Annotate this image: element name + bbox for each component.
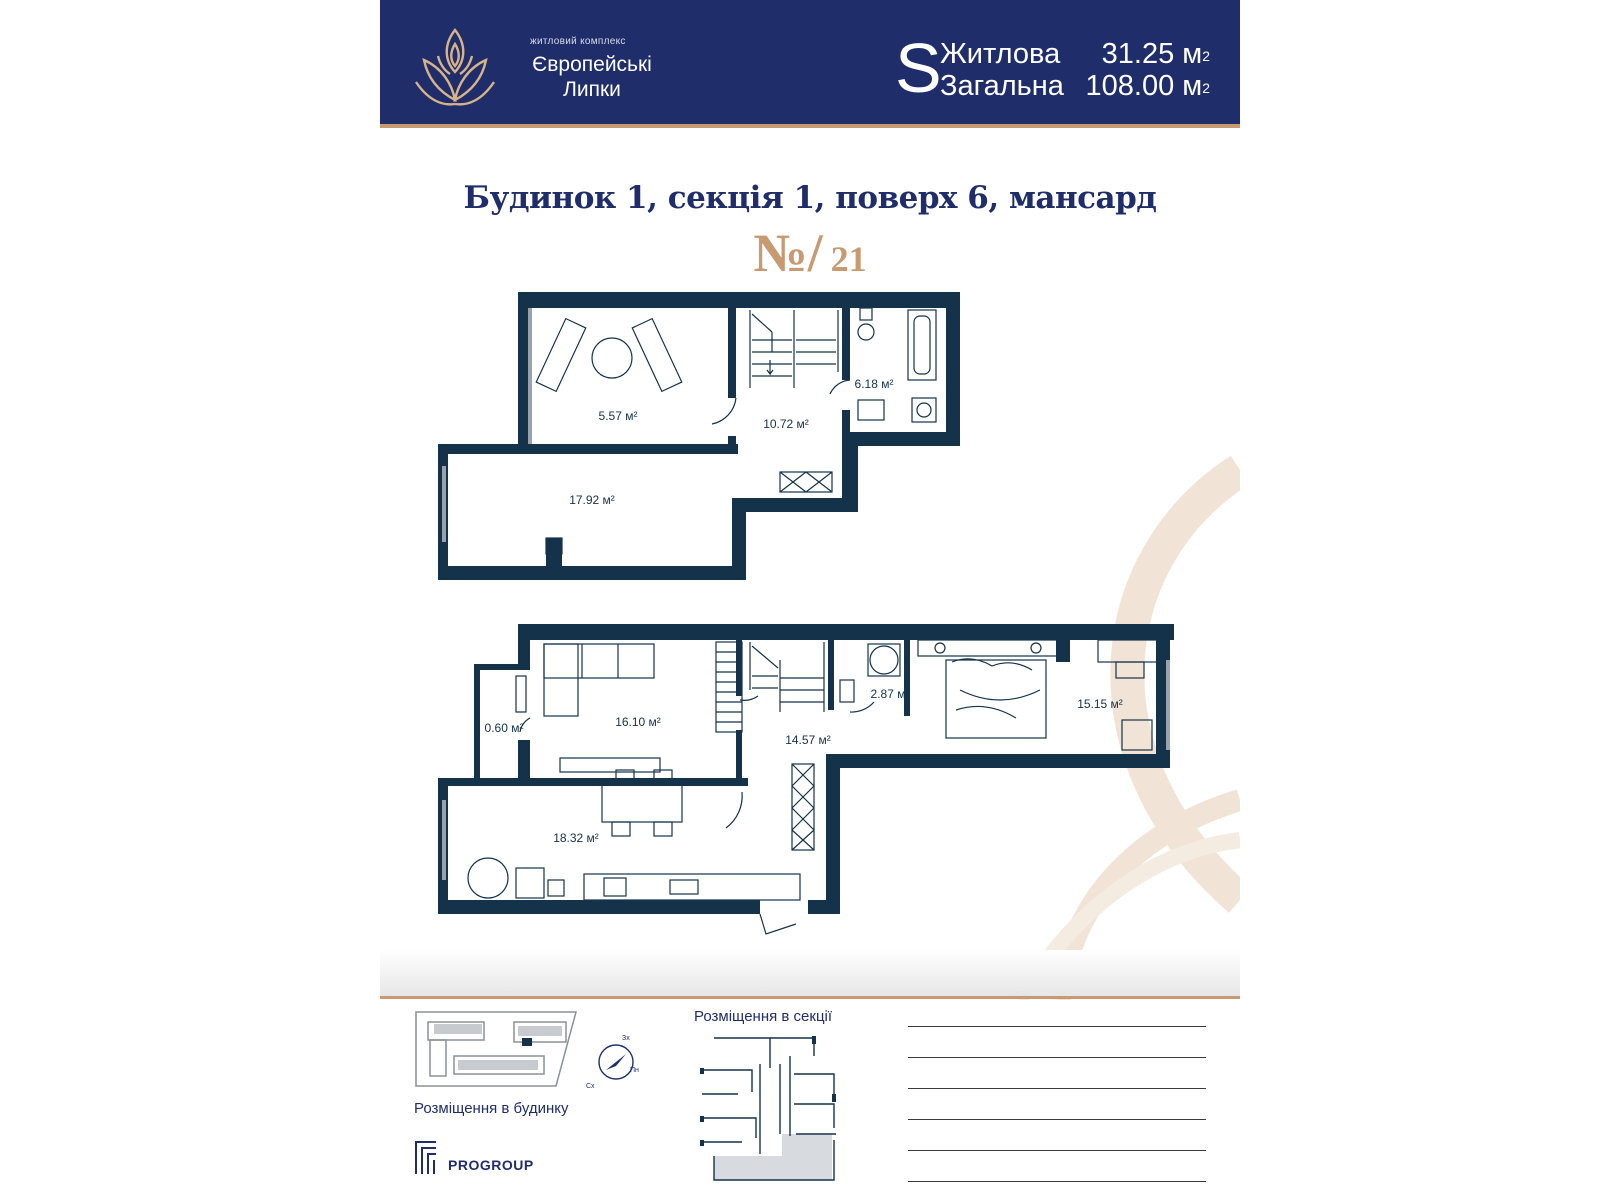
- living-area-value: 31.25 м: [1101, 38, 1203, 70]
- upper-room-area-bathroom: 6.18 м²: [854, 377, 894, 391]
- plan-sheet: [380, 0, 1240, 1200]
- upper-room-area-room: 17.92 м²: [569, 493, 615, 507]
- upper-room-area-hall: 10.72 м²: [763, 417, 809, 431]
- building-location-caption: Розміщення в будинку: [414, 1100, 569, 1117]
- lower-room-area-hall: 14.57 м²: [785, 733, 831, 747]
- compass-west-label: Сх: [586, 1083, 595, 1090]
- brand-name-line1: Європейські: [532, 53, 652, 76]
- floor-plan-drawing: [380, 0, 1240, 1000]
- notes-line-4: [908, 1119, 1206, 1120]
- brand-subtitle: житловий комплекс: [530, 36, 626, 47]
- upper-room-area-terrace: 5.57 м²: [598, 409, 638, 423]
- footer-divider: [380, 996, 1240, 999]
- number-sign: №/: [753, 223, 823, 283]
- total-area-label: Загальна: [940, 70, 1064, 102]
- compass-north-label: Пн: [630, 1067, 639, 1074]
- section-location-caption: Розміщення в секції: [694, 1008, 833, 1025]
- section-location-map: [700, 1034, 850, 1184]
- brand-name-line2: Липки: [563, 78, 621, 101]
- notes-line-1: [908, 1026, 1206, 1027]
- upper-floor-plan: [438, 292, 960, 580]
- total-area-unit-sup: 2: [1202, 80, 1210, 96]
- compass-east-label: Зх: [622, 1035, 630, 1042]
- compass-icon: [586, 1032, 646, 1092]
- size-letter: S: [895, 29, 942, 107]
- developer-logo-text: PROGROUP: [448, 1157, 534, 1173]
- lower-floor-plan: [438, 624, 1174, 934]
- notes-line-3: [908, 1088, 1206, 1089]
- page-title: Будинок 1, секція 1, поверх 6, мансард: [463, 180, 1157, 216]
- notes-line-6: [908, 1181, 1206, 1182]
- lower-room-area-bedroom: 15.15 м²: [1077, 697, 1123, 711]
- apartment-number-value: 21: [830, 239, 867, 279]
- total-area-value: 108.00 м: [1085, 70, 1203, 102]
- notes-line-2: [908, 1057, 1206, 1058]
- progroup-logo-icon: [414, 1138, 442, 1176]
- living-area-label: Житлова: [940, 38, 1061, 70]
- lower-room-area-living: 16.10 м²: [615, 715, 661, 729]
- notes-line-5: [908, 1150, 1206, 1151]
- lower-room-area-wc: 2.87 м²: [870, 687, 910, 701]
- footer-shadow: [380, 950, 1240, 996]
- lower-room-area-kitchen: 18.32 м²: [553, 831, 599, 845]
- living-area-unit-sup: 2: [1202, 48, 1210, 64]
- lower-room-area-storage: 0.60 м²: [484, 721, 524, 735]
